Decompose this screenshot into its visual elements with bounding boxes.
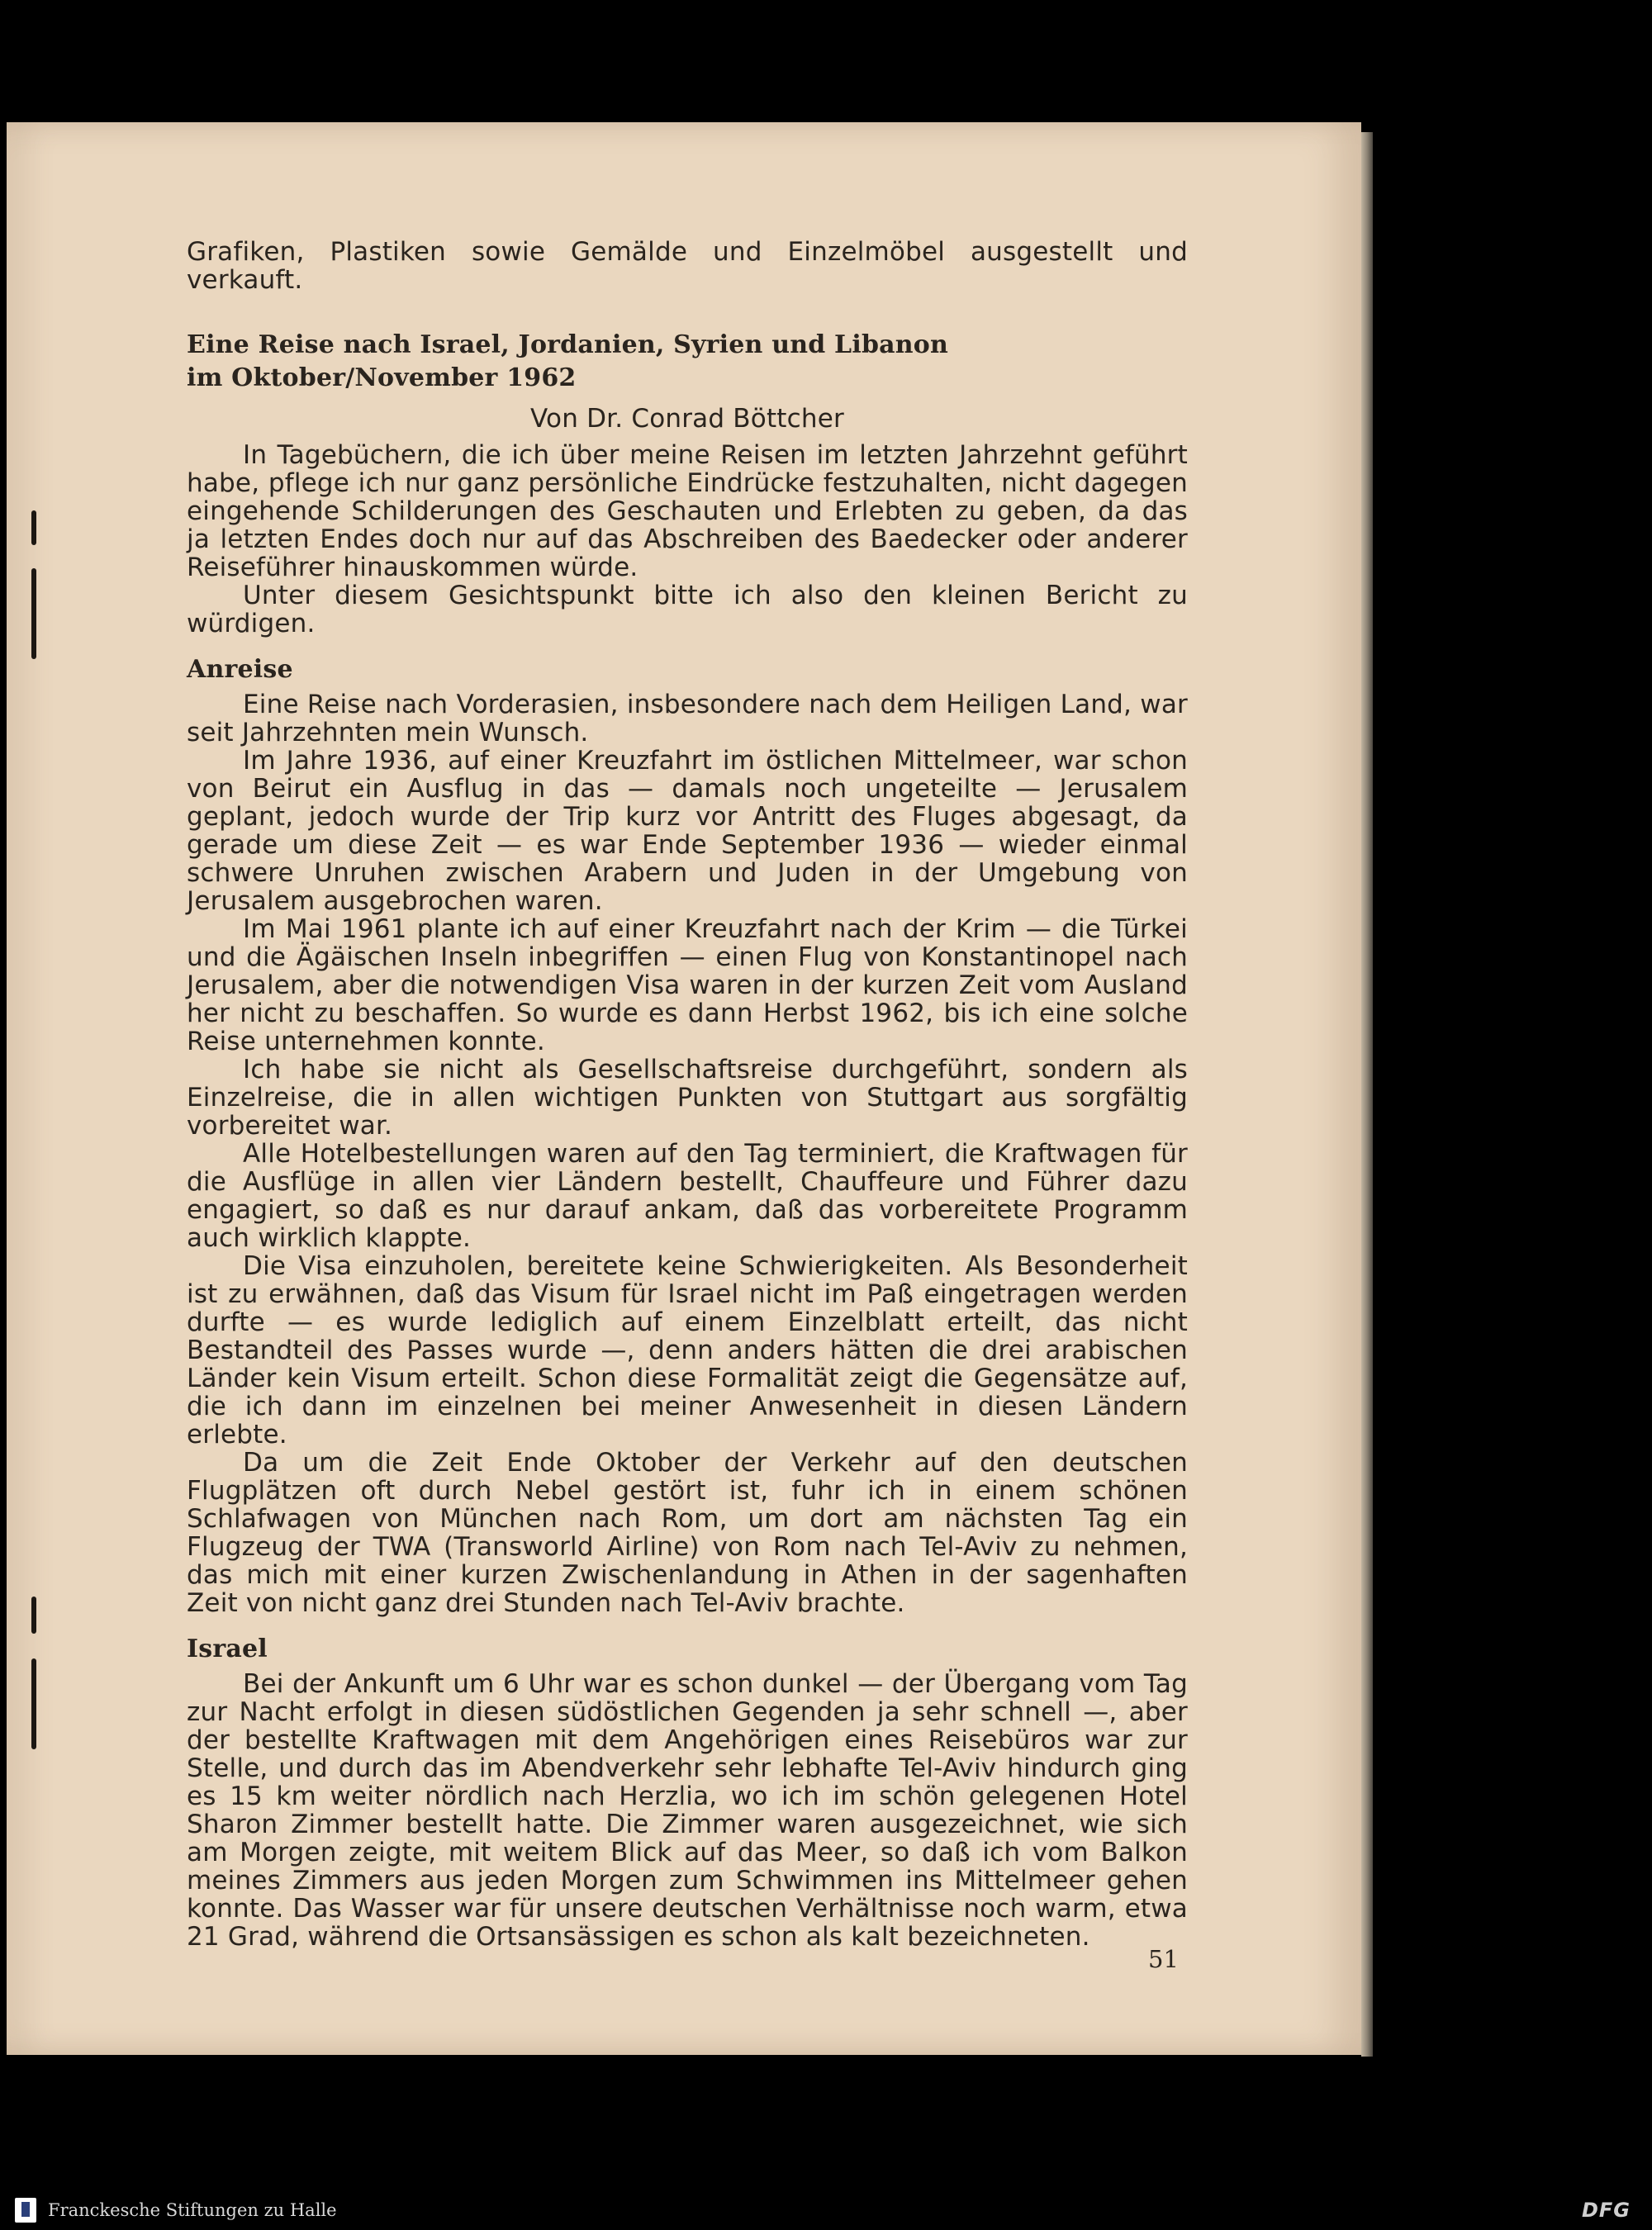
article-title <box>187 329 1188 395</box>
paragraph: Ich habe sie nicht als Gesellschaftsreise durchgeführt, sondern als Einzelreise, die in allen wichtigen Punkten von Stuttgart aus sorgfältig vorbereitet war. <box>187 1055 1188 1141</box>
binding-thread-mark <box>31 510 36 545</box>
paragraph: Unter diesem Gesichtspunkt bitte ich also den kleinen Bericht zu würdigen. <box>187 581 1188 638</box>
opening-paragraph: Grafiken, Plastiken sowie Gemälde und Einzelmöbel ausgestellt und verkauft. <box>187 237 1188 295</box>
paragraph: In Tagebüchern, die ich über meine Reisen im letzten Jahrzehnt geführt habe, pflege ich nur ganz persönliche Eindrücke festzuhalten, nicht dagegen eingehende Schilderungen des Geschauten und Erlebten zu geben, da das ja letzten Endes doch nur auf das Abschreiben des Baedecker oder anderer Reiseführer hinauskommen würde. <box>187 440 1188 582</box>
binding-thread-mark <box>31 1597 36 1634</box>
paragraph: Im Jahre 1936, auf einer Kreuzfahrt im östlichen Mittelmeer, war schon von Beirut ein Ausflug in das — damals noch ungeteilte — Jerusalem geplant, jedoch wurde der Trip kurz vor Antritt des Fluges abgesagt, da gerade um diese Zeit — es war Ende September 1936 — wieder einmal schwere Unruhen zwischen Arabern und Juden in der Umgebung von Jerusalem ausgebrochen waren. <box>187 746 1188 916</box>
paragraph: Da um die Zeit Ende Oktober der Verkehr auf den deutschen Flugplätzen oft durch Nebel gestört ist, fuhr ich in einem schönen Schlafwagen von München nach Rom, um dort am nächsten Tag ein Flugzeug der TWA (Transworld Airline) von Rom nach Tel-Aviv zu nehmen, das mich mit einer kurzen Zwischenlandung in Athen in der sagenhaften Zeit von nicht ganz drei Stunden nach Tel-Aviv brachte. <box>187 1448 1188 1618</box>
paragraph: Die Visa einzuholen, bereitete keine Schwierigkeiten. Als Besonderheit ist zu erwähnen, daß das Visum für Israel nicht im Paß eingetragen werden durfte — es wurde lediglich auf einem Einzelblatt erteilt, das nicht Bestandteil des Passes wurde —, denn anders hätten die drei arabischen Länder kein Visum erteilt. Schon diese Formalität zeigt die Gegensätze auf, die ich dann im einzelnen bei meiner Anwesenheit in diesen Ländern erlebte. <box>187 1251 1188 1450</box>
paragraph: Bei der Ankunft um 6 Uhr war es schon dunkel — der Übergang vom Tag zur Nacht erfolgt in diesen südöstlichen Gegenden ja sehr schnell —, aber der bestellte Kraftwagen mit dem Angehörigen eines Reisebüros war zur Stelle, und durch das im Abendverkehr sehr lebhafte Tel-Aviv hindurch ging es 15 km weiter nördlich nach Herzlia, wo ich im schön gelegenen Hotel Sharon Zimmer bestellt hatte. Die Zimmer waren ausgezeichnet, wie sich am Morgen zeigte, mit weitem Blick auf das Meer, so daß ich vom Balkon meines Zimmers aus jeden Morgen zum Schwimmen ins Mittelmeer gehen konnte. Das Wasser war für unsere deutschen Verhältnisse noch warm, etwa 21 Grad, während die Ortsansässigen es schon als kalt bezeichneten. <box>187 1669 1188 1952</box>
section-heading-anreise: Anreise <box>187 655 293 684</box>
page-number: 51 <box>1148 1945 1179 1973</box>
page-content <box>187 238 1188 1951</box>
article-byline: Von Dr. Conrad Böttcher <box>530 404 844 434</box>
dfg-logo: DFG <box>1581 2199 1631 2222</box>
binding-thread-mark <box>31 1658 36 1749</box>
paragraph: Eine Reise nach Vorderasien, insbesondere nach dem Heiligen Land, war seit Jahrzehnten mein Wunsch. <box>187 690 1188 747</box>
franckesche-logo-icon <box>15 2198 36 2223</box>
article-title-line-1: Eine Reise nach Israel, Jordanien, Syrien und Libanon <box>187 330 948 359</box>
article-title-line-2: im Oktober/November 1962 <box>187 363 577 392</box>
paragraph: Alle Hotelbestellungen waren auf den Tag terminiert, die Kraftwagen für die Ausflüge in allen vier Ländern bestellt, Chauffeure und Führer dazu engagiert, so daß es nur darauf ankam, daß das vorbereitete Programm auch wirklich klappte. <box>187 1139 1188 1253</box>
page-edge <box>1361 132 1373 2057</box>
paragraph: Im Mai 1961 plante ich auf einer Kreuzfahrt nach der Krim — die Türkei und die Ägäischen Inseln inbegriffen — einen Flug von Konstantinopel nach Jerusalem, aber die notwendigen Visa waren in der kurzen Zeit vom Ausland her nicht zu beschaffen. So wurde es dann Herbst 1962, bis ich eine solche Reise unternehmen konnte. <box>187 914 1188 1056</box>
viewer-footer <box>0 2190 1652 2230</box>
binding-thread-mark <box>31 568 36 659</box>
institution-name: Franckesche Stiftungen zu Halle <box>48 2200 337 2220</box>
section-heading-israel: Israel <box>187 1635 268 1663</box>
